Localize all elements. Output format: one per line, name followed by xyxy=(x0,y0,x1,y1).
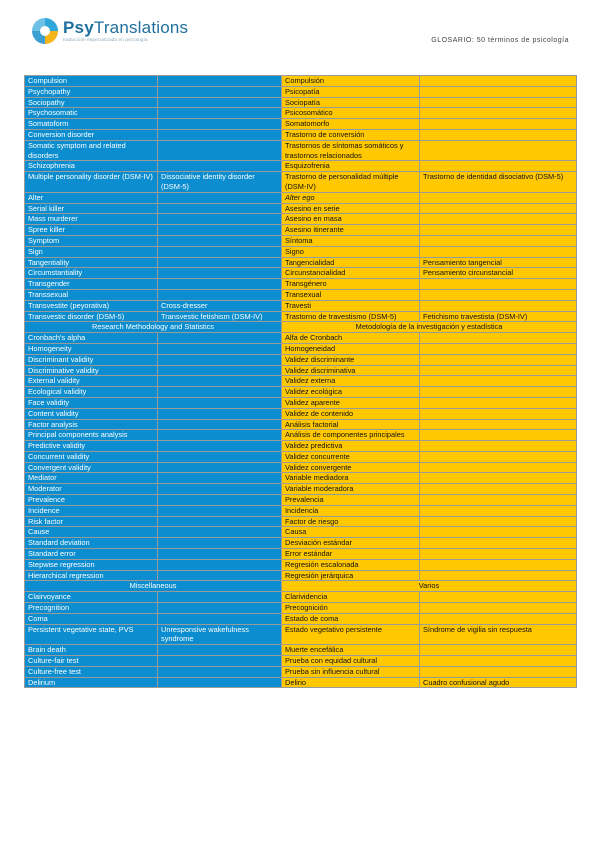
spanish-alt-term xyxy=(420,451,577,462)
english-alt-term xyxy=(158,129,282,140)
glossary-row xyxy=(25,408,577,419)
glossary-row xyxy=(25,235,577,246)
spanish-alt-term xyxy=(420,419,577,430)
english-term: Incidence xyxy=(25,505,158,516)
spanish-alt-term xyxy=(420,119,577,130)
section-title-english: Research Methodology and Statistics xyxy=(25,322,282,333)
glossary-row xyxy=(25,192,577,203)
english-term: Moderator xyxy=(25,484,158,495)
spanish-alt-term xyxy=(420,76,577,87)
spanish-term: Factor de riesgo xyxy=(282,516,420,527)
english-term: Ecological validity xyxy=(25,387,158,398)
english-term: Predictive validity xyxy=(25,441,158,452)
english-term: Convergent validity xyxy=(25,462,158,473)
spanish-alt-term xyxy=(420,495,577,506)
english-term: Content validity xyxy=(25,408,158,419)
glossary-row xyxy=(25,451,577,462)
glossary-row xyxy=(25,592,577,603)
english-alt-term xyxy=(158,161,282,172)
english-term: Delirium xyxy=(25,677,158,688)
english-term: Culture-free test xyxy=(25,666,158,677)
spanish-term: Psicopatía xyxy=(282,86,420,97)
spanish-alt-term xyxy=(420,203,577,214)
glossary-row xyxy=(25,559,577,570)
english-alt-term xyxy=(158,603,282,614)
english-alt-term xyxy=(158,257,282,268)
english-term: Alter xyxy=(25,192,158,203)
glossary-row xyxy=(25,624,577,645)
spanish-alt-term xyxy=(420,473,577,484)
spanish-term: Alfa de Cronbach xyxy=(282,333,420,344)
spanish-term: Asesino itinerante xyxy=(282,225,420,236)
english-term: Psychopathy xyxy=(25,86,158,97)
spanish-term: Prueba con equidad cultural xyxy=(282,656,420,667)
english-term: Cause xyxy=(25,527,158,538)
document-title: GLOSARIO: 50 términos de psicología xyxy=(431,37,569,44)
glossary-row xyxy=(25,603,577,614)
brand-name-rest: Translations xyxy=(93,18,189,38)
spanish-alt-term: Fetichismo travestista (DSM-IV) xyxy=(420,311,577,322)
page-header xyxy=(0,0,599,70)
spanish-alt-term xyxy=(420,279,577,290)
spanish-alt-term xyxy=(420,408,577,419)
english-term: Stepwise regression xyxy=(25,559,158,570)
spanish-alt-term: Pensamiento tangencial xyxy=(420,257,577,268)
english-alt-term xyxy=(158,192,282,203)
spanish-term: Compulsión xyxy=(282,76,420,87)
glossary-row xyxy=(25,300,577,311)
brand-tagline: traducción especializada en psicología xyxy=(63,37,148,43)
glossary-row xyxy=(25,397,577,408)
english-alt-term xyxy=(158,592,282,603)
english-term: Precognition xyxy=(25,603,158,614)
spanish-term: Trastornos de síntomas somáticos y trastornos relacionados xyxy=(282,140,420,161)
spanish-term: Alter ego xyxy=(282,192,420,203)
spanish-term: Estado vegetativo persistente xyxy=(282,624,420,645)
english-alt-term: Cross-dresser xyxy=(158,300,282,311)
english-alt-term: Unresponsive wakefulness syndrome xyxy=(158,624,282,645)
english-alt-term xyxy=(158,473,282,484)
spanish-alt-term: Pensamiento circunstancial xyxy=(420,268,577,279)
english-term: Sign xyxy=(25,246,158,257)
spanish-term: Validez de contenido xyxy=(282,408,420,419)
spanish-alt-term xyxy=(420,214,577,225)
english-term: Coma xyxy=(25,613,158,624)
english-term: Serial killer xyxy=(25,203,158,214)
english-alt-term xyxy=(158,387,282,398)
glossary-row xyxy=(25,311,577,322)
english-term: Standard deviation xyxy=(25,538,158,549)
spanish-term: Prevalencia xyxy=(282,495,420,506)
english-alt-term xyxy=(158,365,282,376)
spanish-alt-term xyxy=(420,289,577,300)
glossary-row xyxy=(25,656,577,667)
english-alt-term xyxy=(158,203,282,214)
english-term: Concurrent validity xyxy=(25,451,158,462)
spanish-alt-term xyxy=(420,246,577,257)
english-alt-term xyxy=(158,376,282,387)
spanish-alt-term xyxy=(420,300,577,311)
spanish-term: Tangencialidad xyxy=(282,257,420,268)
glossary-row xyxy=(25,570,577,581)
glossary-row xyxy=(25,214,577,225)
glossary-row xyxy=(25,527,577,538)
spanish-term: Validez discriminativa xyxy=(282,365,420,376)
english-alt-term xyxy=(158,666,282,677)
spanish-term: Validez ecológica xyxy=(282,387,420,398)
english-alt-term xyxy=(158,214,282,225)
spanish-term: Clarividencia xyxy=(282,592,420,603)
brand-text xyxy=(63,19,188,43)
section-header-row xyxy=(25,322,577,333)
spanish-term: Error estándar xyxy=(282,549,420,560)
spanish-term: Síntoma xyxy=(282,235,420,246)
english-alt-term xyxy=(158,108,282,119)
spanish-alt-term xyxy=(420,603,577,614)
glossary-row xyxy=(25,161,577,172)
english-alt-term xyxy=(158,246,282,257)
english-alt-term xyxy=(158,86,282,97)
spanish-alt-term xyxy=(420,516,577,527)
glossary-row xyxy=(25,473,577,484)
spanish-term: Homogeneidad xyxy=(282,343,420,354)
english-term: Transgender xyxy=(25,279,158,290)
english-term: Mass murderer xyxy=(25,214,158,225)
english-term: Circumstantiality xyxy=(25,268,158,279)
glossary-row xyxy=(25,108,577,119)
spanish-term: Prueba sin influencia cultural xyxy=(282,666,420,677)
spanish-alt-term xyxy=(420,656,577,667)
spanish-term: Psicosomático xyxy=(282,108,420,119)
english-term: Sociopathy xyxy=(25,97,158,108)
glossary-row xyxy=(25,268,577,279)
english-alt-term xyxy=(158,279,282,290)
english-term: Risk factor xyxy=(25,516,158,527)
english-alt-term xyxy=(158,484,282,495)
spanish-term: Trastorno de conversión xyxy=(282,129,420,140)
glossary-row xyxy=(25,333,577,344)
spanish-alt-term xyxy=(420,613,577,624)
glossary-row xyxy=(25,387,577,398)
english-alt-term xyxy=(158,527,282,538)
spanish-alt-term xyxy=(420,570,577,581)
glossary-row xyxy=(25,495,577,506)
glossary-body xyxy=(25,76,577,688)
english-term: Cronbach's alpha xyxy=(25,333,158,344)
english-alt-term xyxy=(158,354,282,365)
spanish-alt-term xyxy=(420,192,577,203)
spanish-alt-term xyxy=(420,343,577,354)
english-term: Face validity xyxy=(25,397,158,408)
spanish-alt-term xyxy=(420,161,577,172)
english-alt-term xyxy=(158,430,282,441)
english-term: Hierarchical regression xyxy=(25,570,158,581)
spanish-alt-term: Cuadro confusional agudo xyxy=(420,677,577,688)
spanish-term: Transexual xyxy=(282,289,420,300)
english-term: Factor analysis xyxy=(25,419,158,430)
english-alt-term xyxy=(158,451,282,462)
spanish-alt-term xyxy=(420,225,577,236)
spanish-term: Asesino en serie xyxy=(282,203,420,214)
english-term: Spree killer xyxy=(25,225,158,236)
english-alt-term xyxy=(158,289,282,300)
spanish-term: Validez aparente xyxy=(282,397,420,408)
english-alt-term xyxy=(158,343,282,354)
english-term: Brain death xyxy=(25,645,158,656)
english-term: Prevalence xyxy=(25,495,158,506)
spanish-alt-term: Síndrome de vigilia sin respuesta xyxy=(420,624,577,645)
glossary-row xyxy=(25,225,577,236)
spanish-alt-term xyxy=(420,527,577,538)
spanish-alt-term xyxy=(420,235,577,246)
english-alt-term xyxy=(158,97,282,108)
glossary-row xyxy=(25,257,577,268)
english-term: Schizophrenia xyxy=(25,161,158,172)
english-term: Transsexual xyxy=(25,289,158,300)
glossary-row xyxy=(25,289,577,300)
english-term: Somatoform xyxy=(25,119,158,130)
glossary-row xyxy=(25,376,577,387)
spanish-term: Asesino en masa xyxy=(282,214,420,225)
english-term: Tangentiality xyxy=(25,257,158,268)
english-alt-term xyxy=(158,419,282,430)
spanish-alt-term xyxy=(420,549,577,560)
glossary-row xyxy=(25,76,577,87)
section-title-spanish: Varios xyxy=(282,581,577,592)
english-term: External validity xyxy=(25,376,158,387)
spanish-alt-term xyxy=(420,387,577,398)
english-alt-term xyxy=(158,549,282,560)
english-term: Transvestic disorder (DSM-5) xyxy=(25,311,158,322)
spanish-term: Trastorno de personalidad múltiple (DSM-IV) xyxy=(282,172,420,193)
english-term: Persistent vegetative state, PVS xyxy=(25,624,158,645)
english-alt-term xyxy=(158,559,282,570)
spanish-alt-term xyxy=(420,333,577,344)
glossary-row xyxy=(25,505,577,516)
english-alt-term xyxy=(158,397,282,408)
english-alt-term: Transvestic fetishism (DSM-IV) xyxy=(158,311,282,322)
english-term: Compulsion xyxy=(25,76,158,87)
spanish-term: Causa xyxy=(282,527,420,538)
spanish-term: Precognición xyxy=(282,603,420,614)
glossary-row xyxy=(25,129,577,140)
english-alt-term xyxy=(158,570,282,581)
english-alt-term xyxy=(158,235,282,246)
spanish-term: Somatomorfo xyxy=(282,119,420,130)
brain-logo-icon xyxy=(32,18,58,44)
glossary-row xyxy=(25,172,577,193)
spanish-alt-term: Trastorno de identidad disociativo (DSM-5) xyxy=(420,172,577,193)
english-alt-term xyxy=(158,408,282,419)
glossary-row xyxy=(25,666,577,677)
spanish-term: Variable mediadora xyxy=(282,473,420,484)
english-alt-term xyxy=(158,333,282,344)
glossary-row xyxy=(25,343,577,354)
glossary-row xyxy=(25,419,577,430)
english-alt-term xyxy=(158,505,282,516)
english-term: Somatic symptom and related disorders xyxy=(25,140,158,161)
english-alt-term xyxy=(158,645,282,656)
glossary-row xyxy=(25,549,577,560)
spanish-alt-term xyxy=(420,559,577,570)
glossary-row xyxy=(25,677,577,688)
english-term: Homogeneity xyxy=(25,343,158,354)
spanish-term: Validez discriminante xyxy=(282,354,420,365)
glossary-row xyxy=(25,645,577,656)
english-alt-term xyxy=(158,119,282,130)
english-term: Discriminative validity xyxy=(25,365,158,376)
spanish-term: Estado de coma xyxy=(282,613,420,624)
spanish-term: Validez predictiva xyxy=(282,441,420,452)
spanish-term: Análisis factorial xyxy=(282,419,420,430)
english-alt-term xyxy=(158,76,282,87)
spanish-alt-term xyxy=(420,505,577,516)
spanish-term: Transgénero xyxy=(282,279,420,290)
glossary-row xyxy=(25,462,577,473)
english-alt-term xyxy=(158,462,282,473)
brand-name xyxy=(63,19,188,36)
english-term: Clairvoyance xyxy=(25,592,158,603)
spanish-alt-term xyxy=(420,140,577,161)
spanish-alt-term xyxy=(420,462,577,473)
spanish-term: Validez externa xyxy=(282,376,420,387)
english-alt-term xyxy=(158,656,282,667)
brand-logo xyxy=(32,18,188,44)
spanish-alt-term xyxy=(420,538,577,549)
english-alt-term xyxy=(158,225,282,236)
spanish-alt-term xyxy=(420,354,577,365)
glossary-row xyxy=(25,516,577,527)
spanish-alt-term xyxy=(420,86,577,97)
english-term: Psychosomatic xyxy=(25,108,158,119)
section-title-english: Miscellaneous xyxy=(25,581,282,592)
glossary-row xyxy=(25,97,577,108)
english-term: Standard error xyxy=(25,549,158,560)
english-alt-term xyxy=(158,441,282,452)
spanish-alt-term xyxy=(420,129,577,140)
spanish-alt-term xyxy=(420,430,577,441)
brand-name-bold: Psy xyxy=(63,18,94,38)
glossary-row xyxy=(25,430,577,441)
glossary-row xyxy=(25,365,577,376)
spanish-alt-term xyxy=(420,365,577,376)
spanish-alt-term xyxy=(420,484,577,495)
spanish-alt-term xyxy=(420,645,577,656)
glossary-row xyxy=(25,441,577,452)
glossary-row xyxy=(25,246,577,257)
glossary-row xyxy=(25,203,577,214)
spanish-alt-term xyxy=(420,397,577,408)
spanish-alt-term xyxy=(420,592,577,603)
spanish-term: Esquizofrenia xyxy=(282,161,420,172)
glossary-row xyxy=(25,86,577,97)
english-term: Culture-fair test xyxy=(25,656,158,667)
english-term: Discriminant validity xyxy=(25,354,158,365)
spanish-term: Travesti xyxy=(282,300,420,311)
section-title-spanish: Metodología de la investigación y estadística xyxy=(282,322,577,333)
english-term: Multiple personality disorder (DSM-IV) xyxy=(25,172,158,193)
glossary-row xyxy=(25,119,577,130)
english-term: Conversion disorder xyxy=(25,129,158,140)
spanish-term: Signo xyxy=(282,246,420,257)
glossary-row xyxy=(25,354,577,365)
spanish-alt-term xyxy=(420,97,577,108)
section-header-row xyxy=(25,581,577,592)
glossary-table xyxy=(24,75,577,688)
glossary-row xyxy=(25,279,577,290)
english-term: Principal components analysis xyxy=(25,430,158,441)
spanish-alt-term xyxy=(420,108,577,119)
glossary-row xyxy=(25,484,577,495)
spanish-term: Sociopatía xyxy=(282,97,420,108)
spanish-term: Circunstancialidad xyxy=(282,268,420,279)
spanish-term: Análisis de componentes principales xyxy=(282,430,420,441)
spanish-term: Incidencia xyxy=(282,505,420,516)
english-term: Transvestite (peyorativa) xyxy=(25,300,158,311)
english-term: Mediator xyxy=(25,473,158,484)
spanish-term: Regresión escalonada xyxy=(282,559,420,570)
glossary-row xyxy=(25,538,577,549)
english-alt-term xyxy=(158,516,282,527)
english-alt-term xyxy=(158,140,282,161)
english-alt-term xyxy=(158,677,282,688)
english-alt-term: Dissociative identity disorder (DSM-5) xyxy=(158,172,282,193)
spanish-alt-term xyxy=(420,666,577,677)
english-term: Symptom xyxy=(25,235,158,246)
glossary-row xyxy=(25,613,577,624)
spanish-term: Validez convergente xyxy=(282,462,420,473)
english-alt-term xyxy=(158,495,282,506)
english-alt-term xyxy=(158,538,282,549)
spanish-alt-term xyxy=(420,376,577,387)
spanish-term: Desviación estándar xyxy=(282,538,420,549)
spanish-term: Validez concurrente xyxy=(282,451,420,462)
spanish-term: Delirio xyxy=(282,677,420,688)
spanish-term: Muerte encefálica xyxy=(282,645,420,656)
spanish-alt-term xyxy=(420,441,577,452)
spanish-term: Variable moderadora xyxy=(282,484,420,495)
english-alt-term xyxy=(158,268,282,279)
spanish-term: Trastorno de travestismo (DSM-5) xyxy=(282,311,420,322)
spanish-term: Regresión jerárquica xyxy=(282,570,420,581)
english-alt-term xyxy=(158,613,282,624)
glossary-row xyxy=(25,140,577,161)
